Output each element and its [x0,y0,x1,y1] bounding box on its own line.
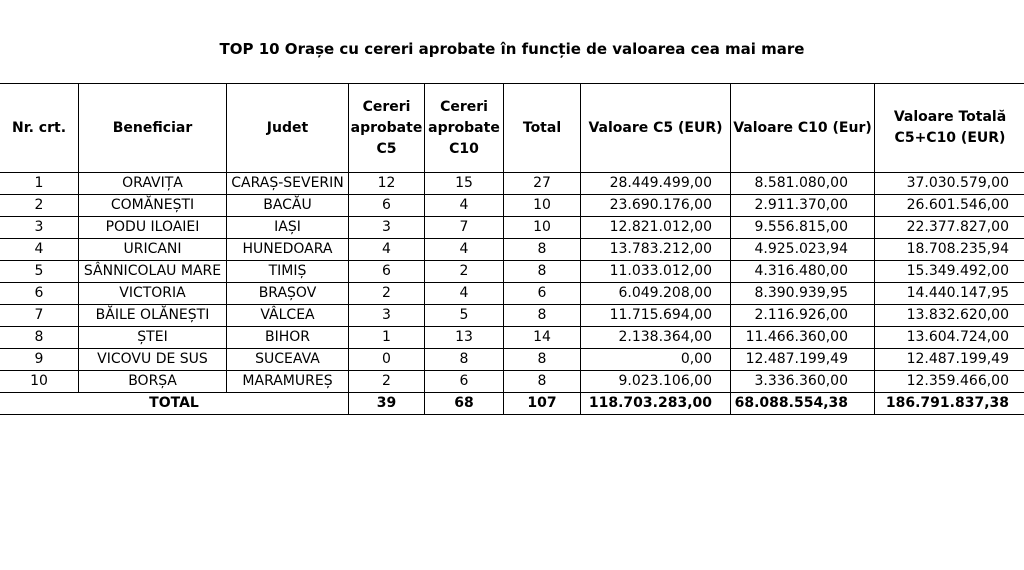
cell-beneficiar: URICANI [79,239,227,261]
total-val-c5: 118.703.283,00 [581,393,731,415]
cell-total: 8 [504,261,581,283]
table-row [0,261,1024,283]
cell-judet: BRAȘOV [227,283,349,305]
cell-c5: 1 [349,327,425,349]
cell-val-total: 14.440.147,95 [875,283,1024,305]
cell-c5: 4 [349,239,425,261]
cell-nr: 7 [0,305,79,327]
cell-val-c5: 0,00 [581,349,731,371]
cell-val-c10: 8.390.939,95 [731,283,875,305]
cell-val-total: 12.487.199,49 [875,349,1024,371]
cell-val-c10: 4.316.480,00 [731,261,875,283]
header-val-c5: Valoare C5 (EUR) [581,84,731,173]
cell-c10: 4 [425,283,504,305]
cell-val-c10: 8.581.080,00 [731,173,875,195]
cell-total: 8 [504,305,581,327]
cell-val-total: 15.349.492,00 [875,261,1024,283]
cell-total: 8 [504,371,581,393]
cell-c5: 3 [349,305,425,327]
cell-val-c5: 12.821.012,00 [581,217,731,239]
cell-val-total: 12.359.466,00 [875,371,1024,393]
cell-nr: 5 [0,261,79,283]
cell-nr: 8 [0,327,79,349]
total-c10: 68 [425,393,504,415]
cell-c5: 2 [349,371,425,393]
header-beneficiar: Beneficiar [79,84,227,173]
table-row [0,283,1024,305]
cell-val-c5: 9.023.106,00 [581,371,731,393]
cell-val-c5: 28.449.499,00 [581,173,731,195]
cell-val-c5: 11.033.012,00 [581,261,731,283]
cell-judet: VÂLCEA [227,305,349,327]
cell-val-c10: 3.336.360,00 [731,371,875,393]
cell-c10: 2 [425,261,504,283]
cell-val-c10: 2.116.926,00 [731,305,875,327]
cell-c5: 6 [349,261,425,283]
cell-nr: 10 [0,371,79,393]
total-label: TOTAL [0,393,349,415]
table-row [0,217,1024,239]
cell-val-c10: 11.466.360,00 [731,327,875,349]
cell-c10: 7 [425,217,504,239]
cell-val-total: 22.377.827,00 [875,217,1024,239]
cell-c10: 4 [425,239,504,261]
header-val-c10: Valoare C10 (Eur) [731,84,875,173]
cell-total: 14 [504,327,581,349]
total-val-c10: 68.088.554,38 [731,393,875,415]
cell-nr: 1 [0,173,79,195]
total-val-total: 186.791.837,38 [875,393,1024,415]
cell-val-c5: 13.783.212,00 [581,239,731,261]
cell-beneficiar: BĂILE OLĂNEȘTI [79,305,227,327]
cell-val-c10: 9.556.815,00 [731,217,875,239]
cell-c10: 5 [425,305,504,327]
cell-total: 6 [504,283,581,305]
cell-c10: 15 [425,173,504,195]
cell-val-c5: 2.138.364,00 [581,327,731,349]
cell-val-total: 37.030.579,00 [875,173,1024,195]
cell-c5: 0 [349,349,425,371]
cell-beneficiar: VICTORIA [79,283,227,305]
cell-val-total: 13.832.620,00 [875,305,1024,327]
cell-val-total: 26.601.546,00 [875,195,1024,217]
total-row [0,393,1024,415]
cell-beneficiar: BORȘA [79,371,227,393]
cell-total: 10 [504,195,581,217]
cell-nr: 9 [0,349,79,371]
cell-c10: 13 [425,327,504,349]
cell-val-c5: 6.049.208,00 [581,283,731,305]
page-title: TOP 10 Orașe cu cereri aprobate în funcție de valoarea cea mai mare [219,40,805,58]
cell-total: 8 [504,239,581,261]
header-c10: Cereri aprobate C10 [425,84,504,173]
cell-val-total: 18.708.235,94 [875,239,1024,261]
cell-judet: BACĂU [227,195,349,217]
header-nr: Nr. crt. [0,84,79,173]
cell-nr: 3 [0,217,79,239]
cell-nr: 4 [0,239,79,261]
table-row [0,349,1024,371]
header-val-total: Valoare Totală C5+C10 (EUR) [875,84,1024,173]
cities-table [0,83,1024,415]
total-c5: 39 [349,393,425,415]
cell-beneficiar: ORAVIȚA [79,173,227,195]
cell-total: 27 [504,173,581,195]
total-total: 107 [504,393,581,415]
table-row [0,327,1024,349]
cell-c10: 4 [425,195,504,217]
cell-judet: CARAȘ-SEVERIN [227,173,349,195]
cell-beneficiar: PODU ILOAIEI [79,217,227,239]
table-row [0,173,1024,195]
cell-c10: 6 [425,371,504,393]
cell-judet: SUCEAVA [227,349,349,371]
table-row [0,195,1024,217]
header-total: Total [504,84,581,173]
cell-judet: TIMIȘ [227,261,349,283]
cell-val-c10: 12.487.199,49 [731,349,875,371]
cell-c10: 8 [425,349,504,371]
cell-total: 8 [504,349,581,371]
cell-c5: 6 [349,195,425,217]
header-c5: Cereri aprobate C5 [349,84,425,173]
cell-val-c10: 2.911.370,00 [731,195,875,217]
cell-total: 10 [504,217,581,239]
cell-judet: BIHOR [227,327,349,349]
cell-val-total: 13.604.724,00 [875,327,1024,349]
table-row [0,371,1024,393]
cell-nr: 2 [0,195,79,217]
cell-val-c10: 4.925.023,94 [731,239,875,261]
cell-c5: 3 [349,217,425,239]
cell-beneficiar: SÂNNICOLAU MARE [79,261,227,283]
cell-judet: HUNEDOARA [227,239,349,261]
cell-c5: 12 [349,173,425,195]
cell-beneficiar: VICOVU DE SUS [79,349,227,371]
cell-judet: MARAMUREȘ [227,371,349,393]
cell-judet: IAȘI [227,217,349,239]
header-judet: Judet [227,84,349,173]
table-row [0,239,1024,261]
table-row [0,305,1024,327]
cell-c5: 2 [349,283,425,305]
cell-nr: 6 [0,283,79,305]
cell-beneficiar: COMĂNEȘTI [79,195,227,217]
cell-val-c5: 11.715.694,00 [581,305,731,327]
cell-beneficiar: ȘTEI [79,327,227,349]
header-row [0,84,1024,173]
cell-val-c5: 23.690.176,00 [581,195,731,217]
